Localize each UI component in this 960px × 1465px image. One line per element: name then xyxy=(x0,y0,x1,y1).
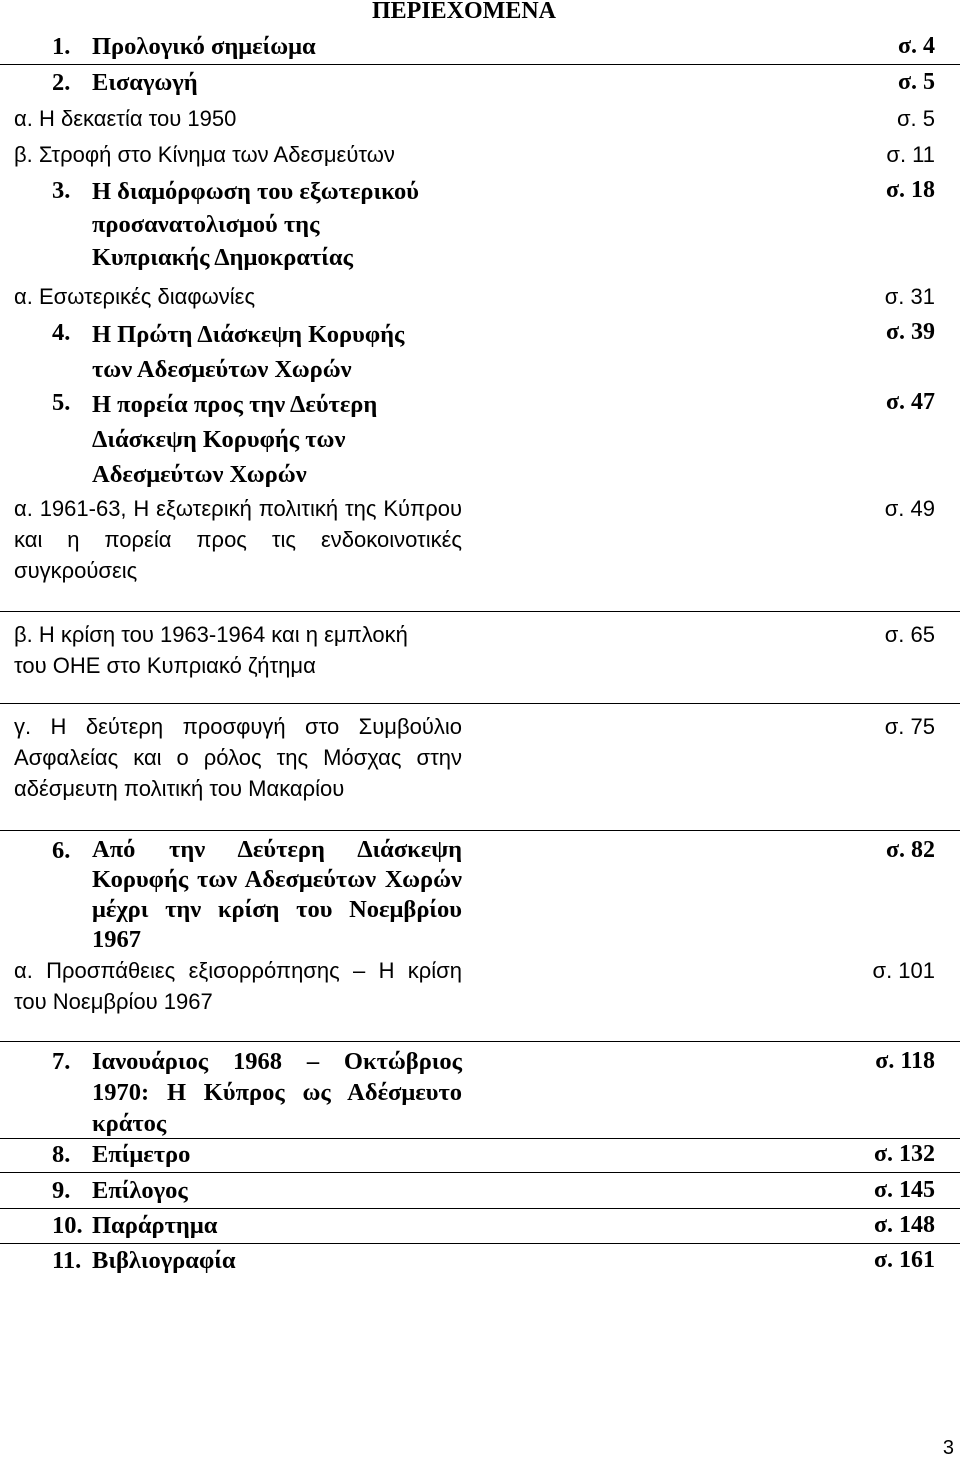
toc-entry-title: α. Προσπάθειες εξισορρόπησης – Η κρίση του Νοεμβρίου 1967 xyxy=(14,958,462,1014)
toc-entry-page: σ. 132 xyxy=(873,1141,935,1167)
toc-entry-number: 11. xyxy=(52,1247,82,1274)
toc-entry-page: σ. 49 xyxy=(884,496,935,521)
toc-entry-title: β. Η κρίση του 1963-1964 και η εμπλοκή του ΟΗΕ στο Κυπριακό ζήτημα xyxy=(14,622,408,678)
toc-entry-number: 8. xyxy=(52,1141,71,1168)
toc-entry-title: α. 1961-63, Η εξωτερική πολιτική της Κύπρου και η πορεία προς τις ενδοκοινοτικές συγκρούσεις xyxy=(14,496,462,583)
toc-entry-title: Ιανουάριος 1968 – Οκτώβριος 1970: Η Κύπρος ως Αδέσμευτο κράτος xyxy=(92,1048,462,1137)
toc-entry-page: σ. 31 xyxy=(884,284,935,309)
row-divider xyxy=(0,1208,960,1209)
row-divider xyxy=(0,1041,960,1042)
row-divider xyxy=(0,830,960,831)
toc-entry-number: 3. xyxy=(52,177,71,204)
toc-entry-page: σ. 5 xyxy=(896,106,935,131)
toc-entry-number: 5. xyxy=(52,389,71,416)
page-title: ΠΕΡΙΕΧΟΜΕΝΑ xyxy=(372,0,557,24)
toc-entry-title: Επίμετρο xyxy=(92,1141,191,1168)
row-divider xyxy=(0,1172,960,1173)
toc-entry-title: Προλογικό σημείωμα xyxy=(92,33,316,60)
toc-entry-number: 7. xyxy=(52,1048,71,1075)
toc-entry-page: σ. 4 xyxy=(897,33,935,59)
toc-entry-number: 10. xyxy=(52,1212,83,1239)
toc-entry-page: σ. 82 xyxy=(885,837,935,863)
toc-entry-page: σ. 145 xyxy=(873,1177,935,1203)
toc-entry-title: Από την Δεύτερη Διάσκεψη Κορυφής των Αδεσμεύτων Χωρών μέχρι την κρίση του Νοεμβρίου 1967 xyxy=(92,836,462,953)
toc-entry-number: 4. xyxy=(52,319,71,346)
toc-entry-title: Η πορεία προς την Δεύτερη Διάσκεψη Κορυφής των Αδεσμεύτων Χωρών xyxy=(92,391,378,488)
toc-entry-title: Παράρτημα xyxy=(92,1212,218,1239)
toc-entry-number: 9. xyxy=(52,1177,71,1204)
toc-entry-page: σ. 148 xyxy=(873,1212,935,1238)
toc-entry-page: σ. 11 xyxy=(886,142,935,167)
toc-entry-page: σ. 101 xyxy=(872,958,935,983)
toc-entry-title: β. Στροφή στο Κίνημα των Αδεσμεύτων xyxy=(14,142,395,167)
toc-entry-page: σ. 18 xyxy=(885,177,935,203)
toc-entry-title: Βιβλιογραφία xyxy=(92,1247,236,1274)
toc-entry-number: 2. xyxy=(52,69,71,96)
toc-entry-title: α. Η δεκαετία του 1950 xyxy=(14,106,237,131)
row-divider xyxy=(0,703,960,704)
toc-entry-page: σ. 5 xyxy=(897,69,935,95)
toc-entry-title: Επίλογος xyxy=(92,1177,188,1204)
toc-entry-page: σ. 47 xyxy=(885,389,935,415)
toc-entry-title: Η Πρώτη Διάσκεψη Κορυφής των Αδεσμεύτων Χωρών xyxy=(92,321,405,383)
toc-entry-title: α. Εσωτερικές διαφωνίες xyxy=(14,284,256,309)
toc-entry-title: Εισαγωγή xyxy=(92,69,198,96)
toc-entry-page: σ. 39 xyxy=(885,319,935,345)
toc-entry-number: 1. xyxy=(52,33,71,60)
toc-entry-page: σ. 75 xyxy=(884,714,935,739)
toc-entry-page: σ. 65 xyxy=(884,622,935,647)
page-number: 3 xyxy=(942,1437,954,1459)
toc-entry-page: σ. 118 xyxy=(875,1048,935,1074)
row-divider xyxy=(0,1243,960,1244)
toc-entry-page: σ. 161 xyxy=(873,1247,935,1273)
toc-entry-title: Η διαμόρφωση του εξωτερικού προσανατολισμού της Κυπριακής Δημοκρατίας xyxy=(92,178,419,271)
row-divider xyxy=(0,611,960,612)
toc-entry-number: 6. xyxy=(52,837,71,864)
row-divider xyxy=(0,64,960,65)
toc-entry-title: γ. Η δεύτερη προσφυγή στο Συμβούλιο Ασφαλείας και ο ρόλος της Μόσχας στην αδέσμευτη πολιτική του Μακαρίου xyxy=(14,714,462,801)
